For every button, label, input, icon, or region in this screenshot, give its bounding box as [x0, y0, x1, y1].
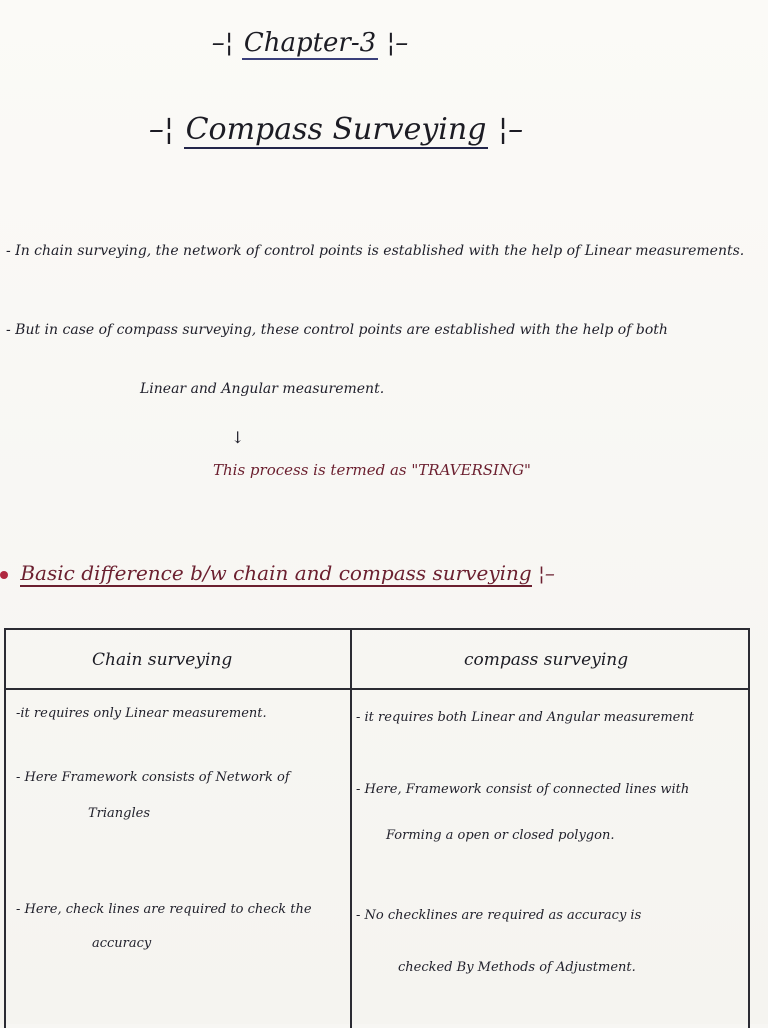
- chapter-suffix: ¦–: [386, 28, 409, 58]
- compass-row-1: - it requires both Linear and Angular measurement: [356, 710, 694, 725]
- compass-row-3-line-1: - No checklines are required as accuracy is: [356, 908, 642, 923]
- down-arrow-icon: ↓: [231, 428, 245, 447]
- compass-row-2-line-1: - Here, Framework consist of connected lines with: [356, 782, 690, 797]
- comparison-table: [4, 628, 750, 1028]
- intro-point-2-line-2: Linear and Angular measurement.: [140, 381, 385, 397]
- chapter-heading: [0, 28, 620, 58]
- process-note: This process is termed as "TRAVERSING": [213, 461, 531, 479]
- subject-title: Compass Surveying: [185, 112, 487, 147]
- chain-row-1: -it requires only Linear measurement.: [16, 706, 267, 721]
- bullet-icon: [0, 571, 8, 579]
- intro-point-1: - In chain surveying, the network of control points is established with the help of Linear measurements.: [6, 243, 745, 259]
- chapter-prefix: –¦: [211, 28, 234, 58]
- subject-suffix: ¦–: [497, 112, 524, 147]
- table-header-divider: [6, 688, 748, 690]
- chain-row-2-line-2: Triangles: [88, 806, 151, 821]
- chain-row-3-line-2: accuracy: [92, 936, 152, 951]
- chain-row-3-line-1: - Here, check lines are required to check the: [16, 902, 312, 917]
- section-heading: [0, 561, 555, 585]
- compass-row-2-line-2: Forming a open or closed polygon.: [386, 828, 615, 843]
- table-header-chain: Chain surveying: [92, 650, 233, 670]
- section-heading-suffix: ¦–: [538, 561, 555, 585]
- section-heading-text: Basic difference b/w chain and compass surveying: [20, 561, 532, 585]
- intro-point-2-line-1: - But in case of compass surveying, these control points are established with the help of both: [6, 322, 668, 338]
- chain-row-2-line-1: - Here Framework consists of Network of: [16, 770, 290, 785]
- chapter-title: Chapter-3: [243, 28, 377, 58]
- subject-heading: [0, 112, 672, 147]
- subject-prefix: –¦: [148, 112, 175, 147]
- table-header-compass: compass surveying: [464, 650, 629, 670]
- compass-row-3-line-2: checked By Methods of Adjustment.: [398, 960, 636, 975]
